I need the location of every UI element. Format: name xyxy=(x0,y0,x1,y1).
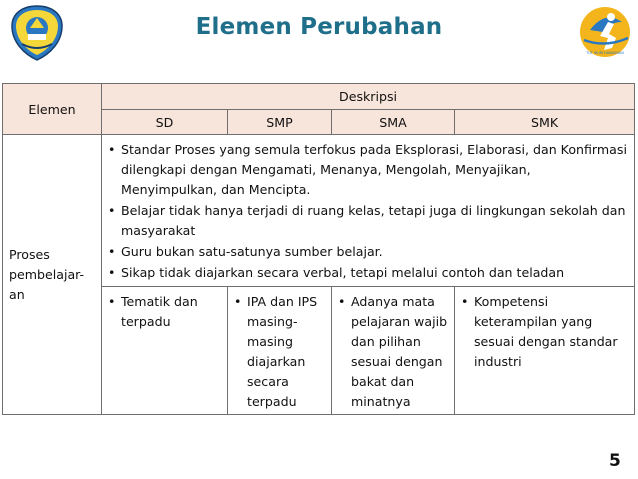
sd-cell xyxy=(102,287,228,415)
perubahan-table xyxy=(2,83,635,415)
page-title: Elemen Perubahan xyxy=(195,14,443,40)
smk-point: • Kompetensi keterampilan yang sesuai dengan standar industri xyxy=(459,292,630,372)
header-level-smk: SMK xyxy=(455,110,635,135)
general-point: • Belajar tidak hanya terjadi di ruang kelas, tetapi juga di lingkungan sekolah dan masyarakat xyxy=(106,201,630,241)
header-level-smp: SMP xyxy=(228,110,332,135)
header-level-sd: SD xyxy=(102,110,228,135)
smk-cell xyxy=(455,287,635,415)
sma-point: • Adanya mata pelajaran wajib dan pilihan sesuai dengan bakat dan minatnya xyxy=(336,292,450,412)
header-level-sma: SMA xyxy=(332,110,455,135)
smp-cell xyxy=(228,287,332,415)
tut-wuri-handayani-logo xyxy=(578,4,632,68)
row-label-proses-pembelajaran: Proses pembelajar-an xyxy=(3,135,102,415)
header-deskripsi: Deskripsi xyxy=(102,84,635,110)
general-point: • Standar Proses yang semula terfokus pada Eksplorasi, Elaborasi, dan Konfirmasi dilengkapi dengan Mengamati, Menanya, Mengolah, Menyajikan, Menyimpulkan, dan Mencipta. xyxy=(106,140,630,200)
general-description-cell xyxy=(102,135,635,287)
general-point: • Sikap tidak diajarkan secara verbal, tetapi melalui contoh dan teladan xyxy=(106,263,630,283)
logo-caption: TUT WURI HANDAYANI xyxy=(586,51,624,55)
smp-point: • IPA dan IPS masing-masing diajarkan secara terpadu xyxy=(232,292,327,412)
page-number: 5 xyxy=(609,451,621,471)
general-point: • Guru bukan satu-satunya sumber belajar. xyxy=(106,242,630,262)
header-elemen: Elemen xyxy=(3,84,102,135)
sma-cell xyxy=(332,287,455,415)
sd-point: • Tematik dan terpadu xyxy=(106,292,223,332)
